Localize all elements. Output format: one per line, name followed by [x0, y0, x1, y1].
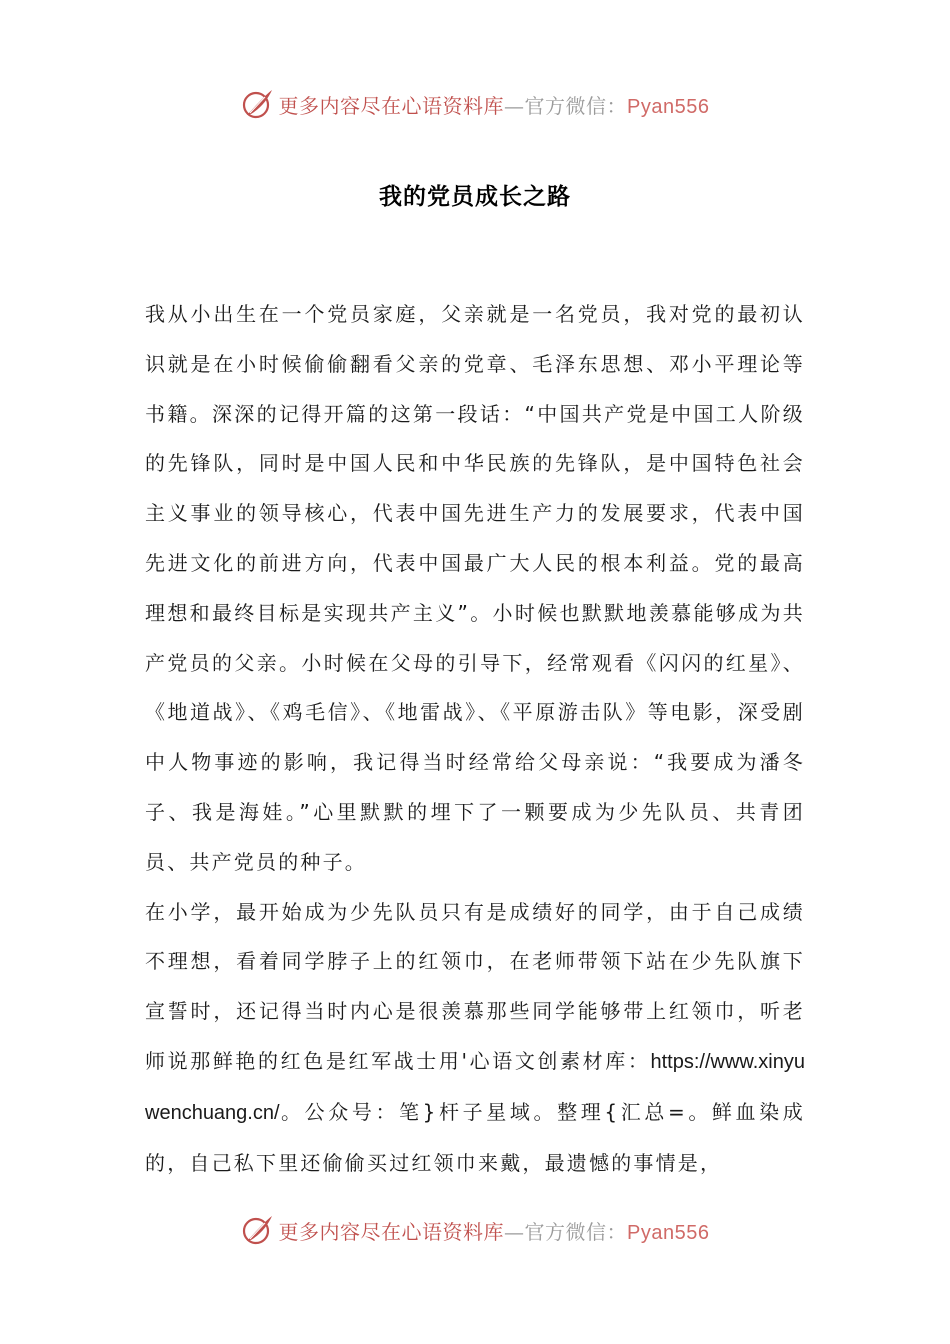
- header-brand: 更多内容尽在心语资料库: [278, 93, 505, 118]
- footer-wechat-label: 官方微信：: [524, 1219, 628, 1244]
- header-wechat-label: 官方微信：: [524, 93, 628, 118]
- quill-pen-logo-icon: [241, 87, 275, 121]
- footer-separator: —: [504, 1219, 525, 1244]
- footer-banner: [0, 1208, 950, 1252]
- page-title: 我的党员成长之路: [379, 183, 571, 210]
- header-separator: —: [504, 93, 525, 118]
- paragraph-text: 在小学，最开始成为少先队员只有是成绩好的同学，由于自己成绩不理想，看着同学脖子上的红领巾，在老师带领下站在少先队旗下宣誓时，还记得当时内心是很羡慕那些同学能够带上红领巾，听老师说那鲜艳的红色是红军战士用'心语文创素材库：: [145, 899, 805, 1073]
- document-body: [145, 290, 805, 1188]
- paragraph-text: 。公众号：笔}杆子星域。整理{汇总=。鲜血染成的，自己私下里还偷偷买过红领巾来戴，最遗憾的事情是，: [145, 1099, 805, 1175]
- header-banner: [0, 82, 950, 126]
- header-wechat-id: Pyan556: [627, 95, 710, 118]
- footer-brand: 更多内容尽在心语资料库: [278, 1219, 505, 1244]
- quill-pen-logo-icon: [241, 1213, 275, 1247]
- paragraph: 我从小出生在一个党员家庭，父亲就是一名党员，我对党的最初认识就是在小时候偷偷翻看父亲的党章、毛泽东思想、邓小平理论等书籍。深深的记得开篇的这第一段话：“中国共产党是中国工人阶级的先锋队，同时是中国人民和中华民族的先锋队，是中国特色社会主义事业的领导核心，代表中国先进生产力的发展要求，代表中国先进文化的前进方向，代表中国最广大人民的根本利益。党的最高理想和最终目标是实现共产主义”。小时候也默默地羡慕能够成为共产党员的父亲。小时候在父母的引导下，经常观看《闪闪的红星》、《地道战》、《鸡毛信》、《地雷战》、《平原游击队》等电影，深受剧中人物事迹的影响，我记得当时经常给父母亲说：“我要成为潘冬子、我是海娃。”心里默默的埋下了一颗要成为少先队员、共青团员、共产党员的种子。: [145, 302, 805, 874]
- paragraph: [145, 888, 805, 1189]
- website-link[interactable]: https://www.xinyuwenchuang.cn/: [145, 1050, 805, 1124]
- header-banner-text: [279, 90, 710, 119]
- footer-wechat-id: Pyan556: [627, 1221, 710, 1244]
- footer-banner-text: [279, 1216, 710, 1245]
